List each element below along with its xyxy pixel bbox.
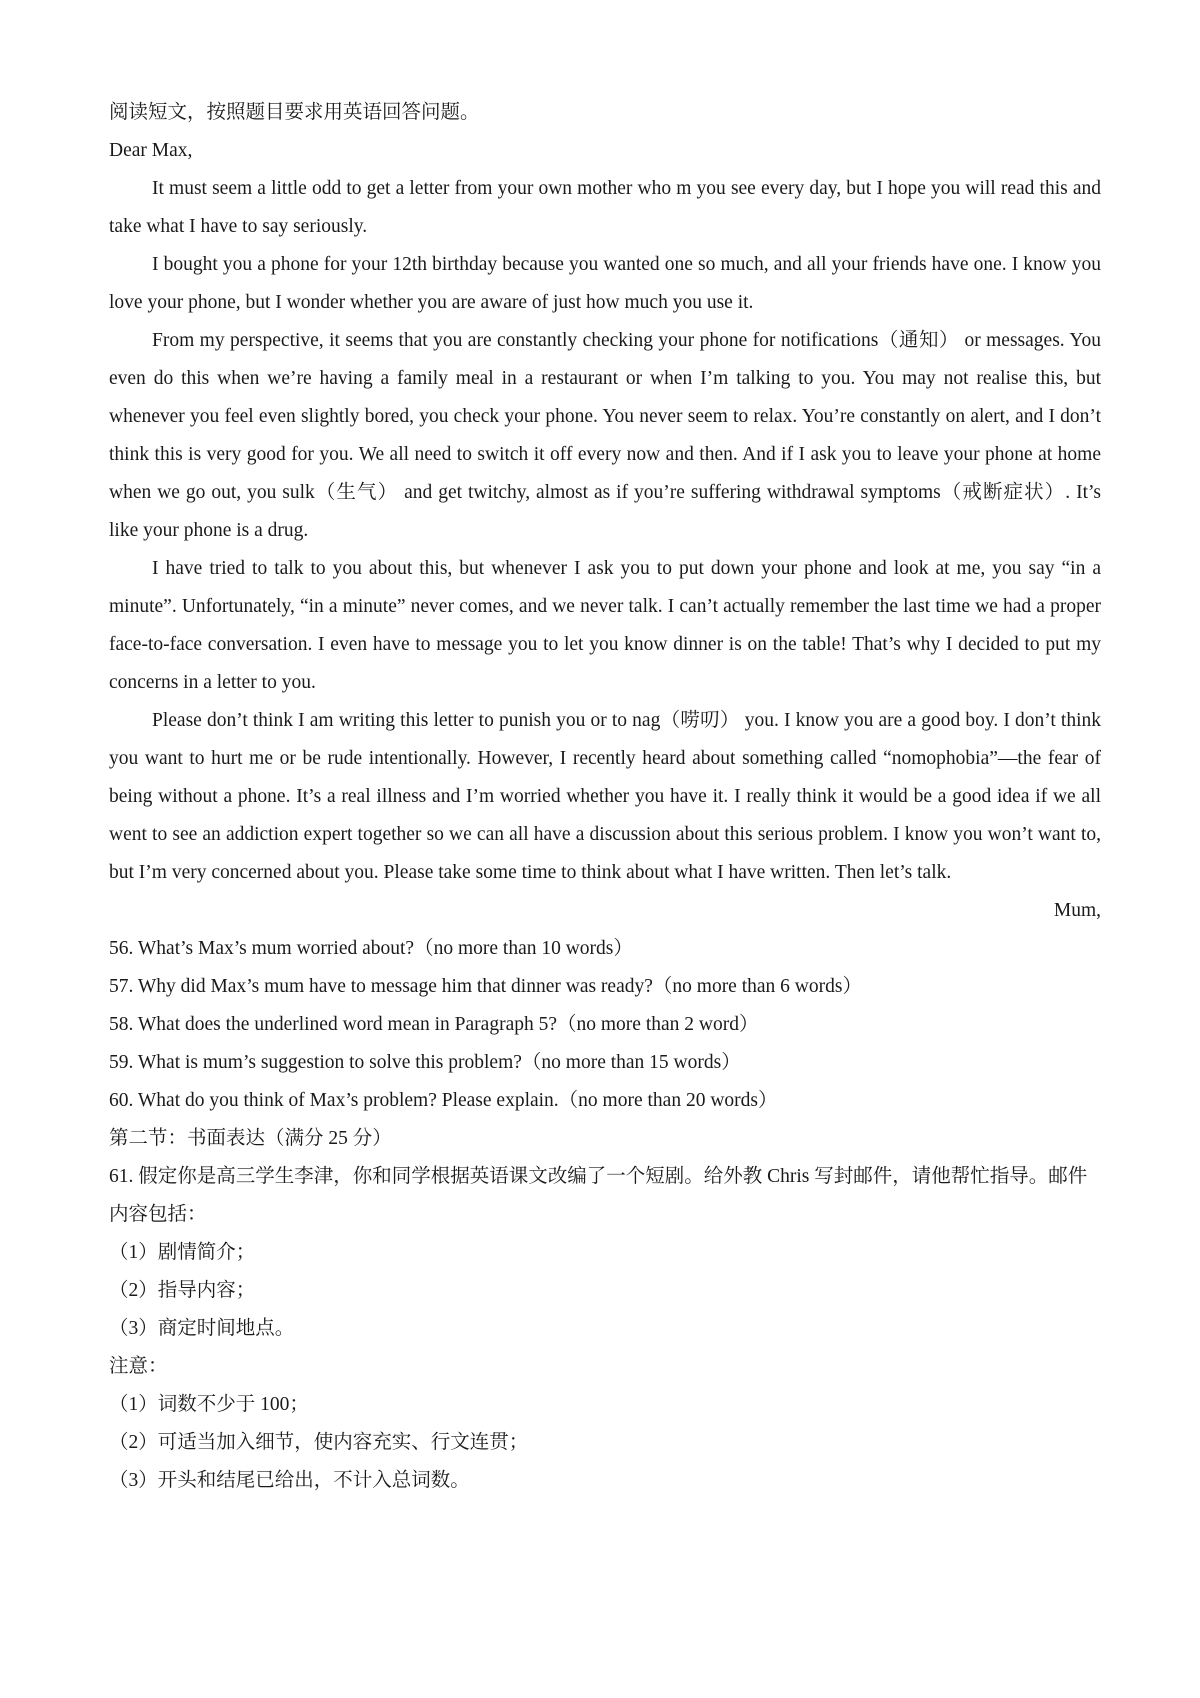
writing-task-prompt: 61. 假定你是高三学生李津，你和同学根据英语课文改编了一个短剧。给外教 Chris 写封邮件，请他帮忙指导。邮件内容包括： bbox=[109, 1166, 1088, 1225]
letter-paragraph-1: It must seem a little odd to get a letter from your own mother who m you see every day, but I hope you will read this and take what I have to say seriously. bbox=[109, 178, 1101, 237]
letter-signature: Mum, bbox=[1053, 900, 1101, 921]
note-3: （3）开头和结尾已给出，不计入总词数。 bbox=[109, 1470, 470, 1491]
content-item-1: （1）剧情简介； bbox=[109, 1242, 256, 1263]
letter-paragraph-5: Please don’t think I am writing this letter to punish you or to nag（唠叨） you. I know you are a good boy. I don’t think you want to hurt me or be rude intentionally. However, I recently heard about something called “nomophobia”—the fear of being without a phone. It’s a real illness and I’m worried whether you have it. I really think it would be a good idea if we all went to see an addiction expert together so we can all have a discussion about this serious problem. I know you won’t want to, but I’m very concerned about you. Please take some time to think about what I have written. Then let’s talk. bbox=[109, 710, 1101, 883]
content-item-2: （2）指导内容； bbox=[109, 1280, 256, 1301]
section-2-heading: 第二节：书面表达（满分 25 分） bbox=[109, 1128, 392, 1149]
question-60: 60. What do you think of Max’s problem? Please explain.（no more than 20 words） bbox=[109, 1090, 778, 1111]
notes-label: 注意： bbox=[109, 1356, 168, 1377]
reading-instruction: 阅读短文，按照题目要求用英语回答问题。 bbox=[109, 102, 480, 123]
question-57: 57. Why did Max’s mum have to message him that dinner was ready?（no more than 6 words） bbox=[109, 976, 862, 997]
letter-paragraph-2: I bought you a phone for your 12th birthday because you wanted one so much, and all your friends have one. I know you love your phone, but I wonder whether you are aware of just how much you use it. bbox=[109, 254, 1101, 313]
letter-paragraph-3: From my perspective, it seems that you are constantly checking your phone for notifications（通知） or messages. You even do this when we’re having a family meal in a restaurant or when I’m talking to you. You may not realise this, but whenever you feel even slightly bored, you check your phone. You never seem to relax. You’re constantly on alert, and I don’t think this is very good for you. We all need to switch it off every now and then. And if I ask you to leave your phone at home when we go out, you sulk（生气） and get twitchy, almost as if you’re suffering withdrawal symptoms（戒断症状）. It’s like your phone is a drug. bbox=[109, 330, 1101, 541]
note-1: （1）词数不少于 100； bbox=[109, 1394, 309, 1415]
letter-greeting: Dear Max, bbox=[109, 140, 193, 161]
question-58: 58. What does the underlined word mean in Paragraph 5?（no more than 2 word） bbox=[109, 1014, 759, 1035]
content-item-3: （3）商定时间地点。 bbox=[109, 1318, 295, 1339]
letter-paragraph-4: I have tried to talk to you about this, but whenever I ask you to put down your phone and look at me, you say “in a minute”. Unfortunately, “in a minute” never comes, and we never talk. I can’t actually remember the last time we had a proper face-to-face conversation. I even have to message you to let you know dinner is on the table! That’s why I decided to put my concerns in a letter to you. bbox=[109, 558, 1101, 693]
document-page bbox=[109, 94, 1101, 1500]
question-59: 59. What is mum’s suggestion to solve this problem?（no more than 15 words） bbox=[109, 1052, 741, 1073]
question-56: 56. What’s Max’s mum worried about?（no more than 10 words） bbox=[109, 938, 633, 959]
note-2: （2）可适当加入细节，使内容充实、行文连贯； bbox=[109, 1432, 529, 1453]
